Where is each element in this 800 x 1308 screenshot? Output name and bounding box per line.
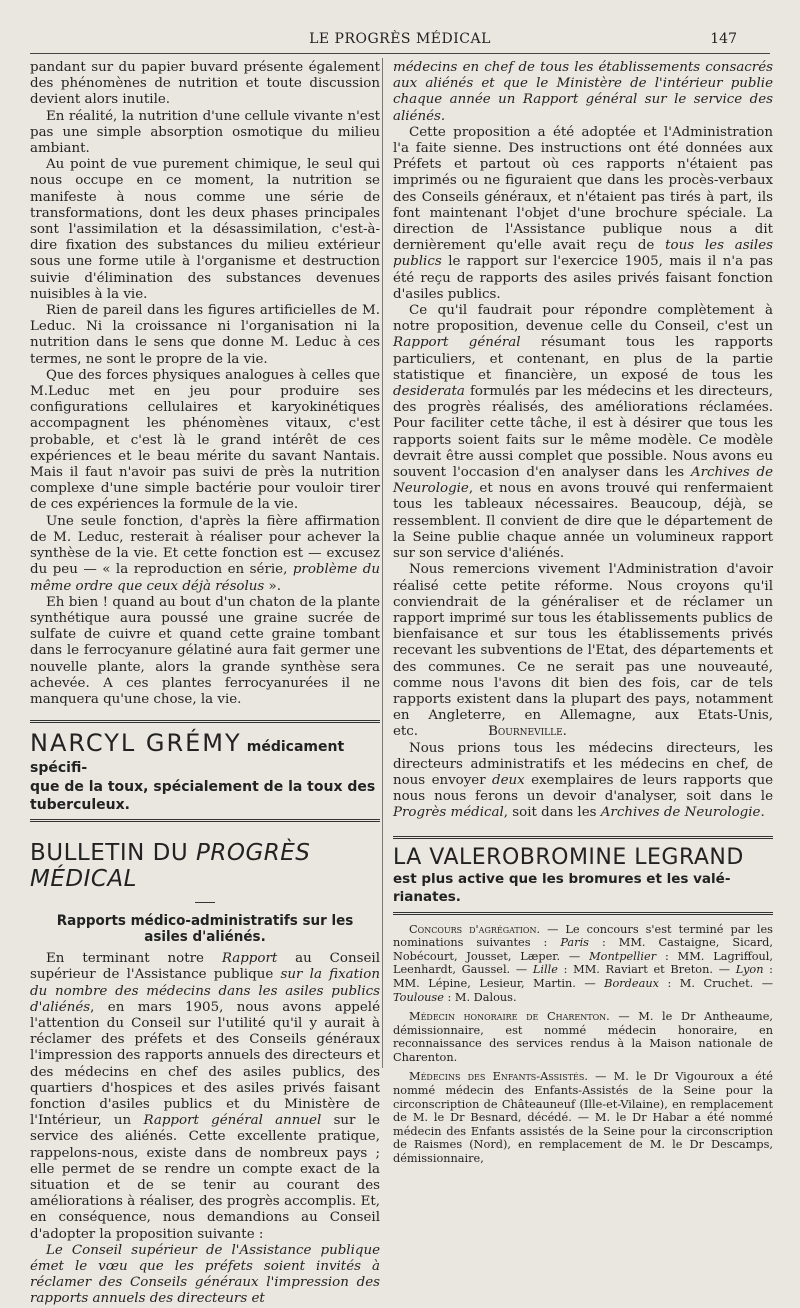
- text-run: Une seule fonction, d'après la fière affirmation de M. Leduc, resterait à réaliser pour achever la synthèse de la vie. Et cette fonction est — excusez du peu — « la reproduction en série,: [30, 513, 380, 578]
- text-run: ».: [264, 578, 281, 594]
- italic-run: Rapport: [221, 951, 278, 967]
- paragraph: [393, 303, 773, 562]
- author-signature: Bourneville.: [488, 724, 567, 740]
- text-run: formulés par les médecins et les directeurs, des progrès réalisés, des améliorations réclamées. Pour faciliter cette tâche, il est à désirer que tous les rapports soient faits sur le même modèle. Ce modèle devrait être aussi complet que possible. Nous avons eu souvent l'occasion d'en analyser dans les: [393, 384, 773, 481]
- paragraph: [393, 125, 773, 303]
- italic-run: Paris: [560, 936, 589, 950]
- text-run: : MM. Lagriffoul, Leenhardt, Gaussel. —: [393, 949, 773, 977]
- italic-run: Lyon: [735, 963, 764, 977]
- paragraph: Au point de vue purement chimique, le seul qui nous occupe en ce moment, la nutrition se manifeste à nous comme une série de transformations, dont les deux phases principales sont l'assimilation et la désassimilation, c'est-à-dire fixation des substances du milieu extérieur sous une forme utile à l'organisme et destruction suivie d'élimination des substances devenues nuisibles à la vie.: [30, 157, 380, 302]
- text-run: .: [760, 805, 765, 821]
- article-title: Rapports médico-administratifs sur les asiles d'aliénés.: [56, 913, 354, 946]
- text-run: : M. Cruchet. —: [658, 976, 774, 990]
- italic-run: Lille: [532, 963, 558, 977]
- text-run: sur le service des aliénés. Cette excellente pratique, rappelons-nous, existe dans de nombreux pays ; elle permet de se rendre un compte exact de la situation et de se tenir au courant des améliorations à réaliser, des progrès accomplis. Et, en conséquence, nous demandions au Conseil d'adopter la proposition suivante :: [30, 1113, 380, 1242]
- italic-run: desiderata: [393, 384, 465, 400]
- text-run: , en mars 1905, nous avons appelé l'attention du Conseil sur l'utilité qu'il y aurait à réclamer des préfets et des Conseils généraux l'impression des rapports annuels des directeurs et des médecins en chef des asiles publics, des quartiers d'hospices et des asiles privés faisant fonction d'asiles publics et du Ministère de l'Intérieur, un: [30, 999, 380, 1129]
- text-run: : M. Dalous.: [443, 990, 517, 1004]
- paragraph: Que des forces physiques analogues à celles que M.Leduc met en jeu pour produire ses configurations cellulaires et karyokinétiques accompagnent les phénomènes vitaux, c'est probable, et c'est là le grand intérêt de ces expériences et le beau mérite du savant Nantais. Mais il faut n'avoir pas suivi de près la nutrition complexe d'une simple bactérie pour vouloir tirer de ces expériences la formule de la vie.: [30, 367, 380, 513]
- text-run: Nous remercions vivement l'Administration d'avoir réalisé cette petite réforme. Nous croyons qu'il conviendrait de la généraliser et de réclamer un rapport imprimé sur tous les établissements publics de bienfaisance et sur tous les établissements privés recevant les subventions de l'Etat, des départements et des communes. Ce ne serait pas une nouveauté, comme nous l'avons dit bien des fois, car de tels rapports existent dans la plupart des pays, notamment en Angleterre, en Allemagne, aux Etats-Unis, etc.: [393, 562, 773, 740]
- right-column: [393, 60, 773, 1166]
- italic-run: Archives de Neurologie: [393, 465, 773, 497]
- page-number: 147: [710, 31, 737, 47]
- paragraph: [30, 951, 380, 1243]
- text-run: , soit dans les: [503, 805, 601, 821]
- paragraph: [393, 562, 773, 740]
- paragraph: pandant sur du papier buvard présente également des phénomènes de nutrition et toute discussion devient alors inutile.: [30, 60, 380, 108]
- italic-run: Montpellier: [589, 949, 657, 963]
- text-run: au Conseil supérieur de l'Assistance publique: [30, 951, 380, 983]
- section-title: [30, 840, 380, 892]
- text-run: : MM. Castaigne, Sicard, Nobécourt, Jousset, Læper. —: [393, 936, 773, 963]
- news-items: [393, 923, 773, 1166]
- news-item: [393, 923, 773, 1005]
- paragraph: Le Conseil supérieur de l'Assistance publique émet le vœu que les préfets soient invités à réclamer des Conseils généraux l'impression des rapports annuels des directeurs et: [30, 1242, 380, 1307]
- text-run: — M. le Dr Antheaume, démissionnaire, est nommé médecin honoraire, en reconnaissance des services rendus à la Maison nationale de Charenton.: [393, 1010, 773, 1064]
- text-run: : MM. Lépine, Lesieur, Martin. —: [393, 963, 773, 990]
- italic-run: Archives de Neurologie: [600, 805, 761, 821]
- running-title: LE PROGRÈS MÉDICAL: [309, 31, 491, 47]
- header-rule: [30, 53, 770, 54]
- text-run: Ce qu'il faudrait pour répondre complètement à notre proposition, devenue celle du Conseil, c'est un: [393, 303, 773, 335]
- text-run: En terminant notre: [46, 951, 222, 967]
- text-run: — M. le Dr Vigouroux a été nommé médecin des Enfants-Assistés de la Seine pour la circonscription de Châteauneuf (Ille-et-Vilaine), en remplacement de M. le Dr Besnard, décédé. — M. le Dr Habar a été nommé médecin des Enfants assistés de la Seine pour la circonscription de Raismes (Nord), en remplacement de M. le Dr Descamps, démissionnaire,: [393, 1070, 773, 1166]
- text-run: le rapport sur l'exercice 1905, mais il n'a pas été reçu de rapports des asiles privés faisant fonction d'asiles publics.: [393, 254, 773, 302]
- paragraph: [393, 741, 773, 822]
- ad-text: médicament spécifi-: [30, 739, 345, 777]
- separator-dash: [195, 902, 215, 903]
- italic-run: sur la fixation du nombre des médecins dans les asiles publics d'aliénés: [30, 967, 380, 1015]
- ad-brand-name: LA VALEROBROMINE LEGRAND: [393, 844, 744, 870]
- advertisement-valerobromine: [393, 836, 773, 915]
- italic-run: Rapport général annuel: [143, 1113, 322, 1129]
- ad-text: tuberculeux.: [30, 797, 130, 814]
- text-run: — Le concours s'est terminé par les nominations suivantes :: [393, 922, 773, 950]
- news-item: [393, 1070, 773, 1165]
- text-run: Nous prions tous les médecins directeurs, les directeurs administratifs et les médecins en chef, de nous envoyer: [393, 740, 773, 788]
- ad-text: que de la toux, spécialement de la toux des: [30, 779, 376, 796]
- news-item: [393, 1010, 773, 1064]
- paragraph: Eh bien ! quand au bout d'un chaton de la plante synthétique aura poussé une graine sucrée de sulfate de cuivre et quand cette graine tombant dans le ferrocyanure gélatiné aura fait germer une nouvelle plante, alors la grande synthèse sera achevée. A ces plantes ferrocyanurées il ne manquera qu'une chose, la vie.: [30, 594, 380, 707]
- ad-brand-name: NARCYL GRÉMY: [30, 729, 242, 758]
- paragraph: médecins en chef de tous les établissements consacrés aux aliénés et que le Ministère de l'intérieur publie chaque année un Rapport général sur le service des aliénés.: [393, 60, 773, 124]
- paragraph: En réalité, la nutrition d'une cellule vivante n'est pas une simple absorption osmotique du milieu ambiant.: [30, 108, 380, 157]
- text-run: exemplaires de leurs rapports que nous nous ferons un devoir d'analyser, soit dans le: [393, 772, 773, 805]
- ad-text: rianates.: [393, 888, 461, 905]
- column-divider: [382, 58, 383, 1068]
- italic-run: tous les asiles publics: [393, 238, 774, 270]
- news-heading: Médecins des Enfants-Assistés.: [409, 1070, 588, 1084]
- italic-run: problème du même ordre que ceux déjà résolus: [30, 562, 380, 594]
- text-run: résumant tous les rapports particuliers, et contenant, en plus de la partie statistique et financière, un exposé de tous les: [393, 335, 773, 383]
- ad-text: est plus active que les bromures et les valé-: [393, 870, 731, 887]
- italic-run: Bordeaux: [604, 976, 659, 990]
- text-run: Cette proposition a été adoptée et l'Administration l'a faite sienne. Des instructions ont été données aux Préfets et partout où ces rapports n'étaient pas imprimés ou ne figuraient que dans les procès-verbaux des Conseils généraux, et n'étaient pas tirés à part, ils font maintenant l'objet d'une brochure spéciale. La direction de l'Assistance publique nous a dit dernièrement qu'elle avait reçu de: [393, 124, 773, 254]
- italic-run: Toulouse: [393, 990, 444, 1004]
- text-run: : MM. Raviart et Breton. —: [557, 963, 736, 977]
- italic-run: deux: [492, 772, 525, 788]
- advertisement-narcyl: [30, 720, 380, 822]
- italic-run: Progrès médical: [393, 805, 504, 821]
- paragraph: [30, 514, 380, 595]
- news-heading: Concours d'agrégation.: [409, 922, 541, 936]
- left-column: [30, 60, 380, 1308]
- text-run: , et nous en avons trouvé qui renfermaient tous les tableaux nécessaires. Beaucoup, déjà, se ressemblent. Il convient de dire que le département de la Seine publie chaque année un volumineux rapport sur son service d'aliénés.: [393, 481, 773, 562]
- italic-run: Rapport général: [393, 335, 521, 351]
- section-title-plain: BULLETIN DU: [30, 840, 196, 867]
- news-heading: Médecin honoraire de Charenton.: [409, 1010, 610, 1024]
- section-title-italic: PROGRÈS MÉDICAL: [30, 840, 311, 893]
- paragraph: Rien de pareil dans les figures artificielles de M. Leduc. Ni la croissance ni l'organisation ni la nutrition dans le sens que donne M. Leduc à ces termes, ne sont le propre de la vie.: [30, 303, 380, 367]
